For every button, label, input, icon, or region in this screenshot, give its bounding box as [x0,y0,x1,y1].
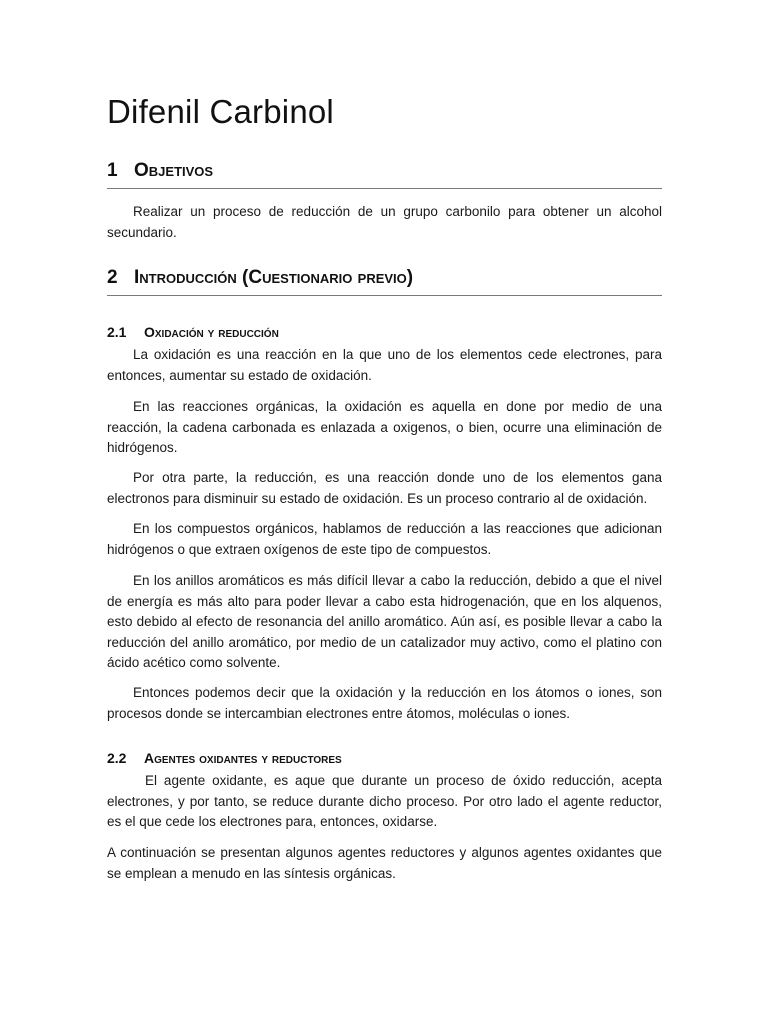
paragraph: En los anillos aromáticos es más difícil llevar a cabo la reducción, debido a que el nivel de energía es más alto para poder llevar a cabo esta hidrogenación, que en los alquenos, esto debido al efecto de resonancia del anillo aromático. Aún así, es posible llevar a cabo la reducción del anillo aromático, por medio de un catalizador muy activo, como el platino con ácido acético como solvente. [107,573,662,671]
section-title: Introducción (Cuestionario previo) [134,267,414,288]
subsection-number: 2.2 [107,750,127,766]
subsection-number: 2.1 [107,324,127,340]
section-heading-objetivos [107,160,662,189]
paragraph: A continuación se presentan algunos agentes reductores y algunos agentes oxidantes que se emplean a menudo en las síntesis orgánicas. [107,845,662,881]
paragraph: Entonces podemos decir que la oxidación y la reducción en los átomos o iones, son procesos donde se intercambian electrones entre átomos, moléculas o iones. [107,685,662,721]
section-number: 1 [107,160,118,181]
paragraph: En las reacciones orgánicas, la oxidación es aquella en done por medio de una reacción, la cadena carbonada es enlazada a oxigenos, o bien, ocurre una eliminación de hidrógenos. [107,399,662,456]
section-heading-introduccion [107,267,662,296]
paragraph: Por otra parte, la reducción, es una reacción donde uno de los elementos gana electronos para disminuir su estado de oxidación. Es un proceso contrario al de oxidación. [107,470,662,506]
subsection-heading-agentes [107,750,342,766]
paragraph: En los compuestos orgánicos, hablamos de reducción a las reacciones que adicionan hidrógenos o que extraen oxígenos de este tipo de compuestos. [107,521,662,557]
subsection-title: Agentes oxidantes y reductores [144,750,342,766]
paragraph: El agente oxidante, es aque que durante un proceso de óxido reducción, acepta electrones, y por tanto, se reduce durante dicho proceso. Por otro lado el agente reductor, es el que cede los electrones para, entonces, oxidarse. [107,773,662,830]
document-title: Difenil Carbinol [107,93,334,130]
subsection-title: Oxidación y reducción [144,324,279,340]
paragraph: Realizar un proceso de reducción de un grupo carbonilo para obtener un alcohol secundario. [107,204,662,240]
paragraph: La oxidación es una reacción en la que uno de los elementos cede electrones, para entonces, aumentar su estado de oxidación. [107,347,662,383]
section-title: Objetivos [134,160,214,181]
section-number: 2 [107,267,118,288]
subsection-heading-oxidacion [107,324,279,340]
